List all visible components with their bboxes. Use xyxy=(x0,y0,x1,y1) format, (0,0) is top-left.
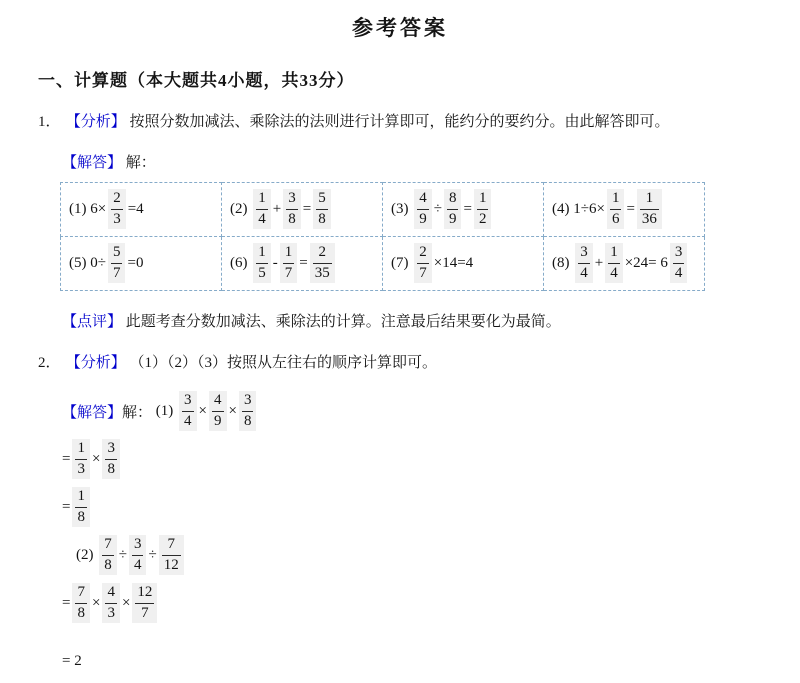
equation-text: - xyxy=(272,254,278,271)
fraction-numerator: 7 xyxy=(75,584,87,603)
fraction xyxy=(239,391,257,431)
equation xyxy=(62,653,82,670)
q1-answer-prefix: 解： xyxy=(125,155,156,172)
fraction xyxy=(102,583,120,623)
equation-text: = xyxy=(302,200,312,217)
fraction-numerator: 1 xyxy=(75,488,87,507)
fraction-numerator: 5 xyxy=(316,190,328,209)
fraction-numerator: 1 xyxy=(608,244,620,263)
equation-text: = xyxy=(62,498,71,515)
equation-text: =4 xyxy=(127,200,144,217)
fraction xyxy=(310,243,335,283)
section-heading: 一、计算题（本大题共4小题，共33分） xyxy=(38,71,355,90)
fraction xyxy=(607,189,625,229)
equation-text: × xyxy=(198,402,207,419)
page-title: 参考答案 xyxy=(352,16,448,40)
q2-equation-step-6 xyxy=(62,639,762,683)
fraction xyxy=(72,487,90,527)
fraction-denominator: 3 xyxy=(107,604,115,621)
fraction-denominator: 9 xyxy=(448,210,457,227)
q2-equation-step-4 xyxy=(76,533,762,577)
fraction xyxy=(72,583,90,623)
table-cell-8 xyxy=(544,236,705,290)
fraction-denominator: 8 xyxy=(77,604,85,621)
equation-text: = 2 xyxy=(62,652,82,669)
fraction xyxy=(132,583,157,623)
equation-text: ×24= 6 xyxy=(624,254,668,271)
equation-text: ×14=4 xyxy=(433,254,474,271)
table-cell-7 xyxy=(383,236,544,290)
fraction xyxy=(605,243,623,283)
fraction-denominator: 7 xyxy=(419,264,427,281)
fraction-denominator: 8 xyxy=(318,210,326,227)
q2-answer-prefix: 解： xyxy=(122,404,153,421)
fraction-denominator: 3 xyxy=(77,460,85,477)
equation-2 xyxy=(230,189,333,229)
fraction-denominator: 9 xyxy=(214,412,222,429)
q2-answer-line-1 xyxy=(62,389,762,433)
equation-text: = xyxy=(62,594,71,611)
fraction-numerator: 1 xyxy=(256,244,268,263)
fraction-denominator: 12 xyxy=(163,556,179,573)
fraction-numerator: 3 xyxy=(132,536,144,555)
q2-analysis-text: （1）（2）（3）按照从左往右的顺序计算即可。 xyxy=(129,354,438,371)
equation-text: = xyxy=(463,200,472,217)
equation-text: × xyxy=(228,402,237,419)
equation-text: = xyxy=(299,254,308,271)
fraction-denominator: 35 xyxy=(314,264,330,281)
analysis-label: 【分析】 xyxy=(65,114,126,130)
fraction-numerator: 1 xyxy=(75,440,87,459)
fraction-denominator: 4 xyxy=(184,412,192,429)
q1-analysis-paragraph xyxy=(38,112,762,132)
equation-text: =0 xyxy=(127,254,144,271)
table-row xyxy=(61,182,705,236)
fraction-denominator: 4 xyxy=(258,210,266,227)
fraction xyxy=(72,439,90,479)
fraction xyxy=(313,189,331,229)
fraction-numerator: 1 xyxy=(640,190,659,209)
table-cell-3 xyxy=(383,182,544,236)
fraction-numerator: 4 xyxy=(417,190,429,209)
fraction-denominator: 4 xyxy=(133,556,142,573)
fraction-denominator: 8 xyxy=(107,460,115,477)
fraction-denominator: 2 xyxy=(478,210,487,227)
equation-text: ÷ xyxy=(118,546,127,563)
fraction xyxy=(637,189,662,229)
fraction xyxy=(99,535,117,575)
fraction xyxy=(444,189,462,229)
q1-analysis-text: 按照分数加减法、乘除法的法则进行计算即可，能约分的要约分。由此解答即可。 xyxy=(129,114,670,130)
fraction-denominator: 9 xyxy=(419,210,427,227)
table-cell-6 xyxy=(222,236,383,290)
fraction-numerator: 3 xyxy=(182,392,194,411)
q1-comment-text: 此题考查分数加减法、乘除法的计算。注意最后结果要化为最简。 xyxy=(125,313,561,330)
equation-text: + xyxy=(272,200,282,217)
fraction-numerator: 8 xyxy=(447,190,459,209)
equation-text: (7) xyxy=(391,254,413,271)
fraction-numerator: 1 xyxy=(610,190,622,209)
equation-text: (1) xyxy=(155,402,178,419)
equation xyxy=(62,583,159,623)
fraction-numerator: 3 xyxy=(578,244,590,263)
fraction-numerator: 5 xyxy=(111,244,123,263)
fraction-numerator: 3 xyxy=(105,440,117,459)
fraction-numerator: 2 xyxy=(111,190,123,209)
equation-text: (5) 0÷ xyxy=(69,254,106,271)
q2-equation-step-3 xyxy=(62,485,762,529)
comment-label: 【点评】 xyxy=(62,313,123,330)
fraction xyxy=(280,243,298,283)
fraction-denominator: 6 xyxy=(611,210,620,227)
fraction-numerator: 4 xyxy=(212,392,224,411)
fraction xyxy=(283,189,301,229)
table-cell-4 xyxy=(544,182,705,236)
table-cell-5 xyxy=(61,236,222,290)
equation-text: (8) xyxy=(552,254,574,271)
equation-4 xyxy=(552,189,664,229)
table-row xyxy=(61,236,705,290)
fraction-numerator: 3 xyxy=(242,392,254,411)
q1-comment-paragraph xyxy=(62,312,762,332)
fraction-denominator: 7 xyxy=(141,604,149,621)
fraction xyxy=(414,243,432,283)
equation xyxy=(76,535,186,575)
q2-number: 2． xyxy=(38,354,61,371)
answer-label: 【解答】 xyxy=(62,404,123,421)
equation-text: (4) 1÷6× xyxy=(552,200,605,217)
equation-7 xyxy=(391,243,473,283)
q1-number: 1． xyxy=(38,114,61,130)
equation-6 xyxy=(230,243,337,283)
q1-answer-paragraph xyxy=(62,153,762,173)
equation-text: (2) xyxy=(76,546,98,563)
fraction-numerator: 2 xyxy=(313,244,332,263)
fraction-numerator: 1 xyxy=(283,244,295,263)
equation xyxy=(62,487,92,527)
fraction xyxy=(474,189,492,229)
fraction-denominator: 4 xyxy=(610,264,618,281)
q2-equation-step-2 xyxy=(62,437,762,481)
fraction-numerator: 3 xyxy=(673,244,685,263)
answer-label: 【解答】 xyxy=(62,155,123,172)
fraction-denominator: 8 xyxy=(104,556,112,573)
fraction xyxy=(414,189,432,229)
fraction xyxy=(209,391,227,431)
fraction-numerator: 3 xyxy=(286,190,298,209)
equation-5 xyxy=(69,243,143,283)
fraction-numerator: 1 xyxy=(477,190,489,209)
equation-text: = xyxy=(62,450,71,467)
fraction xyxy=(102,439,120,479)
fraction xyxy=(179,391,197,431)
equation xyxy=(62,439,122,479)
q2-analysis-paragraph xyxy=(38,353,762,373)
fraction-numerator: 7 xyxy=(162,536,181,555)
fraction xyxy=(253,189,271,229)
fraction-numerator: 2 xyxy=(417,244,429,263)
fraction xyxy=(575,243,593,283)
fraction xyxy=(108,243,126,283)
equation-text: × xyxy=(91,594,101,611)
fraction-numerator: 12 xyxy=(135,584,154,603)
equation-text: (2) xyxy=(230,200,252,217)
equation-text: (3) xyxy=(391,200,413,217)
fraction xyxy=(253,243,271,283)
equation-text: ÷ xyxy=(148,546,157,563)
fraction-denominator: 4 xyxy=(674,264,683,281)
equation-3 xyxy=(391,189,493,229)
table-cell-2 xyxy=(222,182,383,236)
fraction-numerator: 1 xyxy=(256,190,268,209)
analysis-label: 【分析】 xyxy=(65,354,126,371)
equation-text: ÷ xyxy=(433,200,442,217)
fraction xyxy=(129,535,147,575)
fraction xyxy=(670,243,688,283)
equation-text: (6) xyxy=(230,254,252,271)
fraction-denominator: 4 xyxy=(580,264,588,281)
fraction-denominator: 8 xyxy=(243,412,252,429)
fraction-numerator: 4 xyxy=(105,584,117,603)
fraction-denominator: 8 xyxy=(77,508,85,525)
fraction xyxy=(108,189,126,229)
fraction-denominator: 3 xyxy=(113,210,121,227)
equation-1 xyxy=(69,189,144,229)
fraction xyxy=(159,535,184,575)
q2-equation-step-5 xyxy=(62,581,762,625)
fraction-denominator: 36 xyxy=(641,210,657,227)
q2-equation-step-1 xyxy=(156,391,259,431)
fraction-denominator: 8 xyxy=(288,210,296,227)
equation-text: × xyxy=(121,594,131,611)
equation-text: × xyxy=(91,450,101,467)
equation-text: (1) 6× xyxy=(69,200,107,217)
table-cell-1 xyxy=(61,182,222,236)
equation-8 xyxy=(552,243,689,283)
fraction-denominator: 7 xyxy=(284,264,293,281)
fraction-denominator: 7 xyxy=(112,264,121,281)
equation-text: + xyxy=(594,254,604,271)
equation-text: = xyxy=(626,200,635,217)
fraction-denominator: 5 xyxy=(258,264,266,281)
fraction-numerator: 7 xyxy=(102,536,114,555)
q1-calculation-table xyxy=(60,182,705,291)
